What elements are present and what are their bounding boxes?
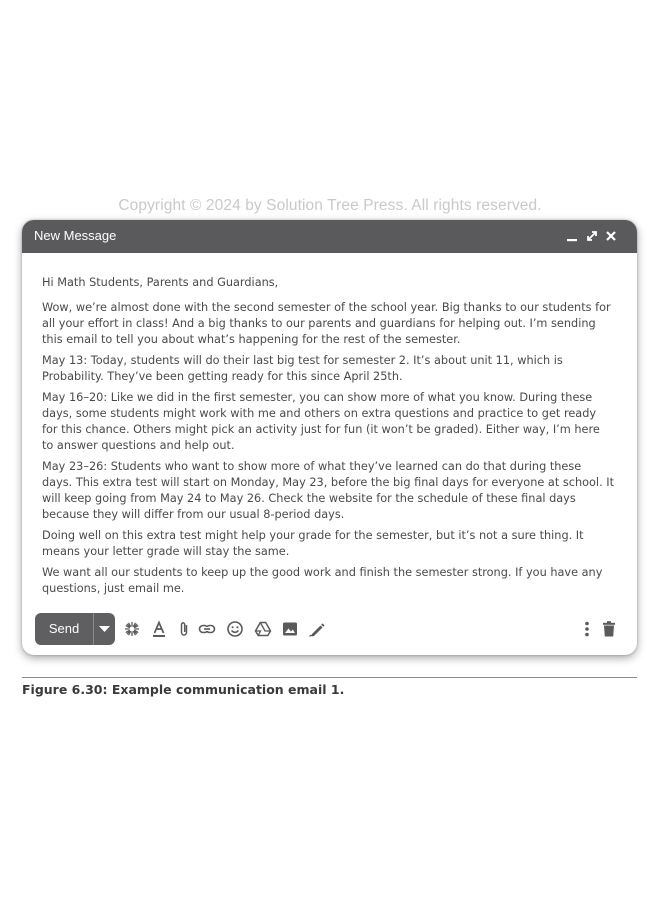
minimize-icon[interactable] — [563, 227, 581, 245]
email-greeting: Hi Math Students, Parents and Guardians, — [42, 276, 279, 289]
email-paragraph: May 13: Today, students will do their last big test for semester 2. It’s about unit 11, which is Probability. They’ve been getting ready for this since April 25th. — [42, 354, 563, 383]
copyright-notice: Copyright © 2024 by Solution Tree Press. All rights reserved. — [118, 197, 542, 214]
email-body[interactable] — [42, 275, 614, 602]
trash-icon[interactable] — [600, 620, 618, 638]
compose-toolbar — [35, 613, 625, 645]
figure-caption: Figure 6.30: Example communication email 1. — [22, 682, 345, 697]
caption-divider — [22, 677, 637, 678]
send-button[interactable]: Send — [48, 621, 80, 636]
compose-window — [22, 220, 637, 655]
email-paragraph: May 23–26: Students who want to show more of what they’ve learned can do that during these days. This extra test will start on Monday, May 23, before the big final days for everyone at school. It will keep going from May 24 to May 26. Check the website for the schedule of these final days because they will differ from our usual 8-period days. — [42, 460, 615, 521]
close-icon[interactable] — [602, 227, 620, 245]
email-paragraph: Wow, we’re almost done with the second semester of the school year. Big thanks to our students for all your effort in class! And a big thanks to our parents and guardians for helping out. I’m sending this email to tell you about what’s happening for the rest of the semester. — [42, 301, 611, 346]
expand-icon[interactable] — [583, 227, 601, 245]
text-format-icon[interactable] — [150, 620, 168, 638]
ai-sparkle-icon[interactable] — [123, 620, 141, 638]
email-paragraph: We want all our students to keep up the good work and finish the semester strong. If you have any questions, just email me. — [42, 566, 603, 595]
drive-icon[interactable] — [254, 620, 272, 638]
send-button-group — [35, 613, 115, 645]
chevron-down-icon — [99, 626, 110, 632]
more-options-icon[interactable] — [578, 620, 596, 638]
compose-titlebar[interactable] — [22, 220, 637, 253]
attach-icon[interactable] — [175, 620, 193, 638]
send-options-button[interactable] — [94, 613, 115, 645]
signature-icon[interactable] — [308, 620, 326, 638]
email-paragraph: Doing well on this extra test might help your grade for the semester, but it’s not a sure thing. It means your letter grade will stay the same. — [42, 529, 584, 558]
emoji-icon[interactable] — [226, 620, 244, 638]
window-title: New Message — [34, 228, 117, 243]
image-icon[interactable] — [281, 620, 299, 638]
email-paragraph: May 16–20: Like we did in the first semester, you can show more of what you know. During these days, some students might work with me and others on extra questions and practice to get ready for this chance. Others might pick an activity just for fun (it won’t be graded). Either way, I’m here to answer questions and help out. — [42, 391, 600, 452]
link-icon[interactable] — [198, 620, 216, 638]
